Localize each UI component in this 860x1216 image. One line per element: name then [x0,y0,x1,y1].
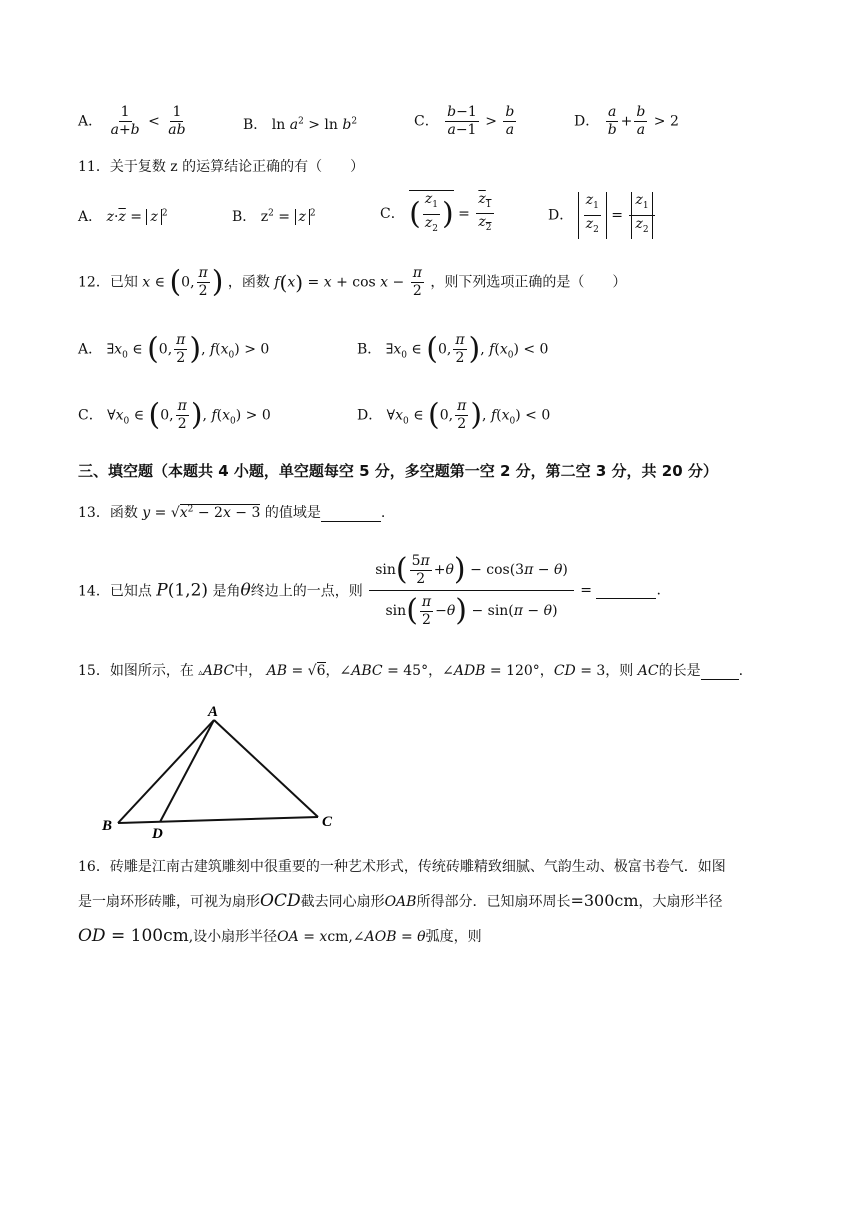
q10-option-b: B． $\ln a^2 > \ln b^2$ [243,116,358,133]
q16-line2b: 截去同心扇形 [300,894,385,910]
q11-option-d: D． $\frac{z_1}{z_2}$ = $\frac{z_1}{z_2}$ [548,192,657,239]
math-fraction: $\frac{z_1}{z_2}$ [478,190,492,234]
math-fraction: $\frac{z_1}{z_2}$ [585,192,599,235]
q13-suffix: 的值域是 [264,505,321,521]
label-a: A [208,704,219,720]
math-fraction: $\frac{\pi}{2}$ [177,398,187,432]
q13-prefix: 13．函数 [78,505,138,521]
math-fraction: $\frac{b-1}{a-1}$ [447,104,477,138]
math-fraction: $\frac{\pi}{2}$ [457,398,467,432]
q14-prefix: 14．已知点 [78,583,152,600]
q14-stem: 14．已知点 P(1,2) 是角θ终边上的一点，则 sin( $\frac{5\pi}{2}$ +θ) − cos(3π − θ) sin( $\frac{\pi}{2}$ −θ) − sin(π − θ) = . [78,550,661,631]
option-label: C． [380,205,405,222]
math-fraction: $\frac{a}{b}$ [607,104,617,138]
label-c: C [322,814,333,830]
q12-option-c: C． $\forall x_0$ ∈ (0, $\frac{\pi}{2}$ ), $f(x_0) > 0$ [78,397,271,433]
q10-option-d: D． $\frac{a}{b}$ + $\frac{b}{a}$ > 2 [574,104,679,138]
option-label: B． [243,117,268,133]
segment-ab [118,720,214,823]
answer-blank [701,663,739,680]
q10-option-a: A． $\frac{1}{a+b}$ < $\frac{1}{ab}$ [78,104,186,138]
segment-bc [118,817,318,823]
math-fraction: $\frac{1}{a+b}$ [110,104,140,138]
math-fraction: $\frac{z_1}{z_2}$ [629,192,654,239]
q15-suffix: ，则 [605,663,634,679]
option-label: A． [78,341,103,358]
option-label: B． [357,341,382,358]
q14-end: . [656,582,661,599]
answer-blank [321,505,381,522]
option-label: A． [78,209,103,225]
q12-prefix: 12．已知 [78,274,138,291]
label-d: D [152,826,163,842]
math-fraction: $\frac{\pi}{2}$ [455,332,465,366]
option-label: C． [414,113,439,130]
q11-option-b: B． $z^2 = z$ $^2$ [232,208,316,225]
math-fraction: $\frac{b}{a}$ [505,104,515,138]
q16-line3a: ,设小扇形半径 [188,929,278,945]
q13-end: . [380,505,386,521]
q12-option-a: A． $\exists x_0$ ∈ (0, $\frac{\pi}{2}$ ), $f(x_0) > 0$ [78,331,270,367]
q15-suffix2: 的长是 [658,663,701,679]
label-b: B [102,818,113,834]
q11-option-a: A． $z\cdot\overline{z} = z$ $^2$ [78,208,168,225]
q16-line2a: 是一扇环形砖雕，可视为扇形 [78,894,260,910]
option-label: C． [78,407,103,424]
q12-suffix: ，则下列选项正确的是（ ） [430,274,627,291]
answer-blank [596,582,656,599]
option-label: D． [548,207,574,224]
option-label: A． [78,113,103,130]
q15-end: . [738,663,744,679]
q10-option-c: C． $\frac{b-1}{a-1}$ > $\frac{b}{a}$ [414,104,515,138]
q16-line2d: ，大扇形半径 [638,894,723,910]
q16-line2: 是一扇环形砖雕，可视为扇形OCD截去同心扇形OAB所得部分．已知扇环周长=300cm，大扇形半径 [78,891,723,911]
math-fraction: $\frac{z_1}{z_2}$ [424,191,439,234]
math-fraction: $\frac{\pi}{2}$ [412,265,422,299]
q14-middle2: 终边上的一点，则 [250,583,363,600]
math-fraction: $\frac{1}{ab}$ [168,104,186,138]
q16-line2c: 所得部分．已知扇环周长 [416,894,571,910]
section-heading: 三、填空题（本题共 4 小题，单空题每空 5 分，多空题第一空 2 分，第二空 3 分，共 20 分） [78,462,718,480]
q11-stem: 11．关于复数 z 的运算结论正确的有（ ） [78,159,365,175]
q12-option-b: B． $\exists x_0$ ∈ (0, $\frac{\pi}{2}$ ), $f(x_0) < 0$ [357,331,549,367]
q16-line3b: 弧度，则 [425,929,482,945]
q12-stem: 12．已知 x ∈ (0, $\frac{\pi}{2}$ ) ，函数 f(x) = x + cos x − $\frac{\pi}{2}$ ，则下列选项正确的是（ ） [78,264,627,300]
option-label: D． [357,407,383,424]
segment-ac [214,720,318,817]
q12-middle: ，函数 [227,274,270,291]
q15-prefix: 15．如图所示，在 [78,663,194,679]
segment-ad [160,720,214,822]
q15-zhong: 中， [234,663,263,679]
math-fraction: $\frac{\pi}{2}$ [176,332,186,366]
math-fraction: sin( $\frac{5\pi}{2}$ +θ) − cos(3π − θ) sin( $\frac{\pi}{2}$ −θ) − sin(π − θ) [369,550,574,631]
q12-option-d: D． $\forall x_0$ ∈ (0, $\frac{\pi}{2}$ ), $f(x_0) < 0$ [357,397,551,433]
option-label: B． [232,209,257,225]
q16-line3: OD = 100cm,设小扇形半径OA = xcm,∠AOB = θ弧度，则 [78,926,482,946]
q16-paragraph [78,850,786,954]
triangle-figure [96,700,356,850]
option-label: D． [574,113,600,130]
math-fraction: $\frac{b}{a}$ [636,104,646,138]
q13-stem: 13．函数 $y = √x^2 - 2x - 3$ 的值域是 . [78,504,386,521]
q15-stem: 15．如图所示，在 ▵ABC中， AB = √6，∠ABC = 45°，∠ADB = 120°，CD = 3，则 AC的长是 . [78,663,744,679]
q11-option-c: C． ( $\frac{z_1}{z_2}$ ) = $\frac{z_1}{z_2}$ [380,190,496,238]
q14-middle: 是角 [212,583,241,600]
math-fraction: $\frac{\pi}{2}$ [198,265,208,299]
q16-line1: 16．砖雕是江南古建筑雕刻中很重要的一种艺术形式，传统砖雕精致细腻、气韵生动、极富书卷气．如图 [78,859,726,875]
